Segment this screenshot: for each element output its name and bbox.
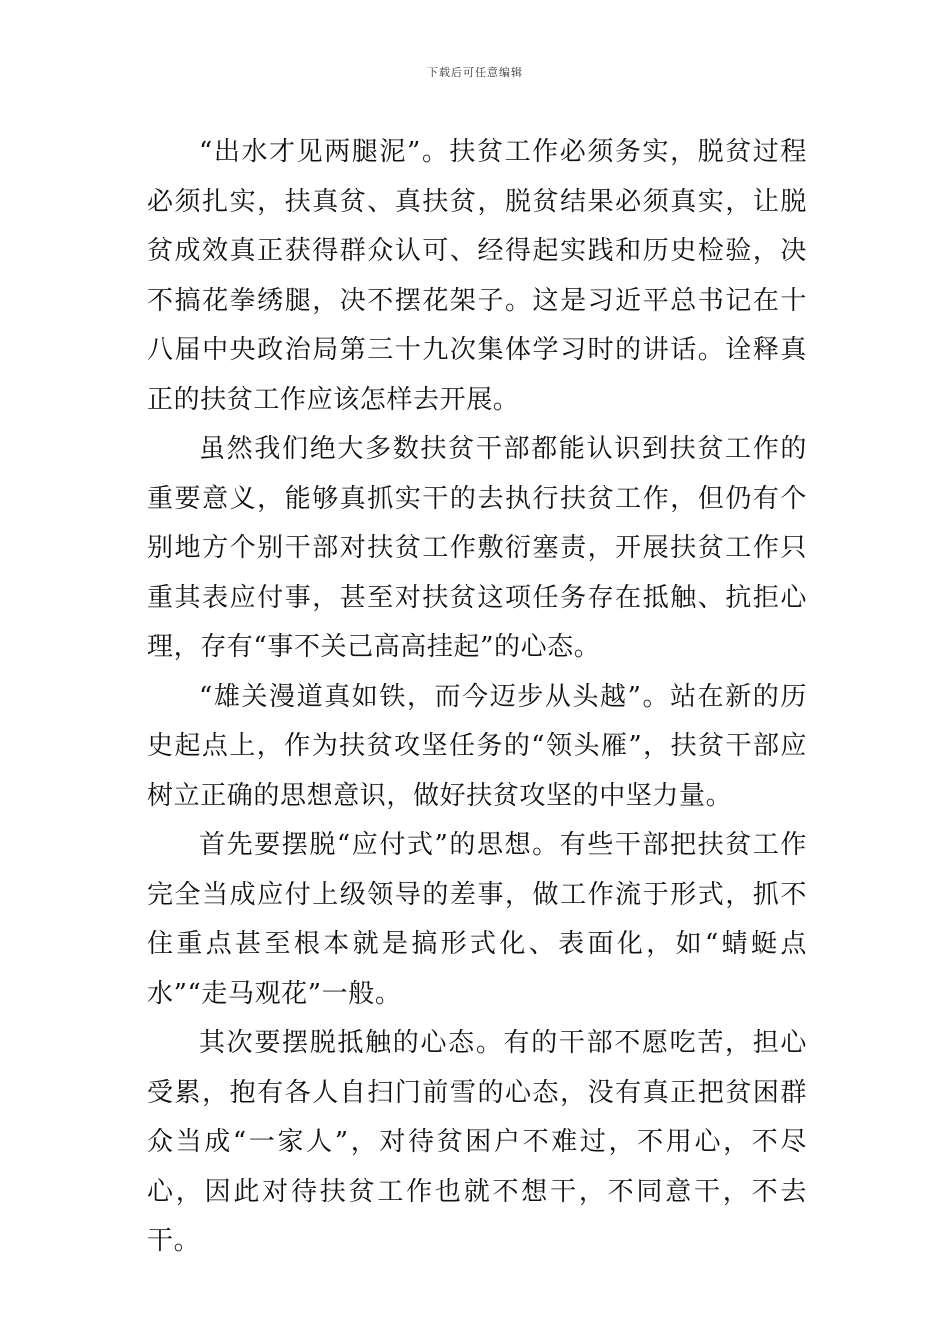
paragraph-3: “雄关漫道真如铁，而今迈步从头越”。站在新的历史起点上，作为扶贫攻坚任务的“领头雁”，扶贫干部应树立正确的思想意识，做好扶贫攻坚的中坚力量。: [147, 681, 807, 811]
paragraph-5: 其次要摆脱抵触的心态。有的干部不愿吃苦，担心受累，抱有各人自扫门前雪的心态，没有真正把贫困群众当成“一家人”，对待贫困户不难过，不用心，不尽心，因此对待扶贫工作也就不想干，不同意干，不去干。: [147, 1028, 807, 1256]
page-header: 下载后可任意编辑: [427, 66, 523, 79]
paragraph-1: “出水才见两腿泥”。扶贫工作必须务实，脱贫过程必须扎实，扶真贫、真扶贫，脱贫结果必须真实，让脱贫成效真正获得群众认可、经得起实践和历史检验，决不搞花拳绣腿，决不摆花架子。这是习近平总书记在十八届中央政治局第三十九次集体学习时的讲话。诠释真正的扶贫工作应该怎样去开展。: [147, 137, 807, 415]
document-body: [147, 128, 807, 1267]
paragraph-4: 首先要摆脱“应付式”的思想。有些干部把扶贫工作完全当成应付上级领导的差事，做工作流于形式，抓不住重点甚至根本就是搞形式化、表面化，如“蜻蜓点水”“走马观花”一般。: [147, 830, 807, 1009]
paragraph-2: 虽然我们绝大多数扶贫干部都能认识到扶贫工作的重要意义，能够真抓实干的去执行扶贫工作，但仍有个别地方个别干部对扶贫工作敷衍塞责，开展扶贫工作只重其表应付事，甚至对扶贫这项任务存在抵触、抗拒心理，存有“事不关己高高挂起”的心态。: [147, 434, 807, 662]
